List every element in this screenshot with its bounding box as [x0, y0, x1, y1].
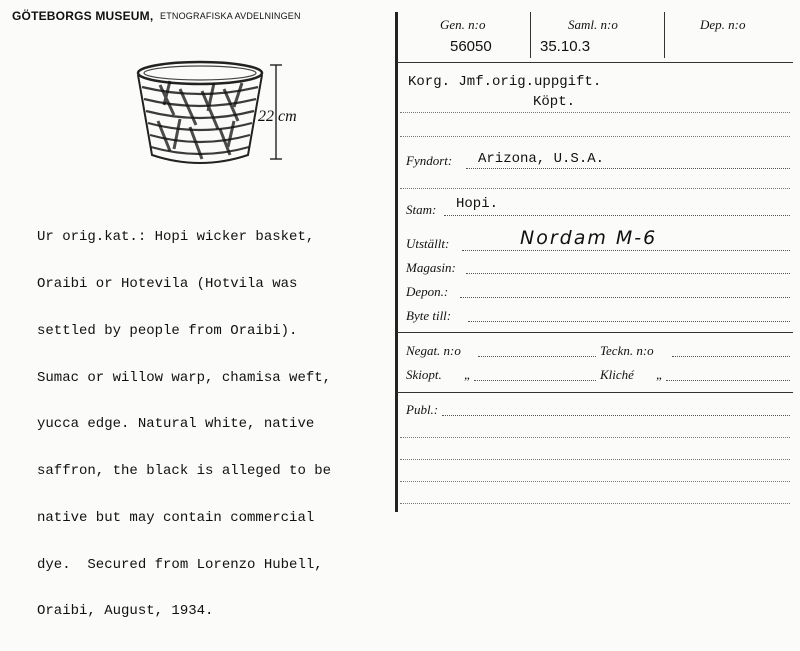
publ-line	[442, 415, 790, 416]
card-divider	[395, 12, 398, 512]
publ-label: Publ.:	[406, 402, 439, 417]
fyndort-value: Arizona, U.S.A.	[478, 151, 605, 167]
utstallt-value: Nordam M-6	[520, 227, 658, 249]
size-annotation: 22 cm	[258, 108, 297, 125]
description-line: Ur orig.kat.: Hopi wicker basket,	[37, 229, 315, 246]
description-line: Sumac or willow warp, chamisa weft,	[37, 369, 332, 386]
fyndort-line	[466, 168, 790, 169]
description-line: dye. Secured from Lorenzo Hubell,	[37, 556, 323, 573]
box-divider	[530, 12, 531, 58]
description-line: native but may contain commercial	[37, 509, 315, 526]
cliche-label: Kliché	[600, 367, 634, 382]
dep-number-label: Dep. n:o	[700, 17, 746, 32]
stam-label: Stam:	[406, 202, 437, 217]
description-line: Oraibi, August, 1934.	[37, 603, 214, 620]
byte-line	[468, 321, 790, 322]
description-line: saffron, the black is alleged to be	[37, 463, 332, 480]
department-name: ETNOGRAFISKA AVDELNINGEN	[160, 11, 301, 21]
gen-number-label: Gen. n:o	[440, 17, 486, 32]
skiopt-label: Skiopt.	[406, 367, 442, 382]
blank-line	[400, 459, 790, 460]
section-divider	[397, 332, 793, 333]
teckn-label: Teckn. n:o	[600, 343, 654, 358]
stam-line	[444, 215, 790, 216]
object-type-line: Korg. Jmf.orig.uppgift.	[408, 74, 602, 90]
magasin-line	[466, 273, 790, 274]
gen-number-value: 56050	[450, 38, 492, 55]
saml-number-value: 35.10.3	[540, 38, 591, 55]
blank-line	[400, 437, 790, 438]
negat-label: Negat. n:o	[406, 343, 461, 358]
blank-line	[400, 503, 790, 504]
cliche-line	[666, 380, 790, 381]
depon-line	[460, 297, 790, 298]
byte-label: Byte till:	[406, 308, 452, 323]
blank-line	[400, 136, 790, 137]
description-line: yucca edge. Natural white, native	[37, 416, 315, 433]
fyndort-label: Fyndort:	[406, 153, 453, 168]
magasin-label: Magasin:	[406, 260, 456, 275]
museum-name: GÖTEBORGS MUSEUM,	[12, 9, 154, 23]
acquisition-line: Köpt.	[533, 94, 576, 110]
depon-label: Depon.:	[406, 284, 449, 299]
description-line: Oraibi or Hotevila (Hotvila was	[37, 275, 298, 292]
skiopt-line	[474, 380, 596, 381]
stam-value: Hopi.	[456, 196, 499, 212]
utstallt-label: Utställt:	[406, 236, 450, 251]
teckn-line	[672, 356, 790, 357]
utstallt-line	[462, 250, 790, 251]
skiopt-ditto: „	[464, 367, 472, 382]
blank-line	[400, 112, 790, 113]
negat-line	[478, 356, 596, 357]
original-catalog-description	[37, 199, 397, 651]
saml-number-label: Saml. n:o	[568, 17, 618, 32]
box-bottom-line	[397, 62, 793, 63]
blank-line	[400, 188, 790, 189]
section-divider	[397, 392, 793, 393]
box-divider	[664, 12, 665, 58]
blank-line	[400, 481, 790, 482]
description-line: settled by people from Oraibi).	[37, 322, 298, 339]
cliche-ditto: „	[656, 367, 664, 382]
